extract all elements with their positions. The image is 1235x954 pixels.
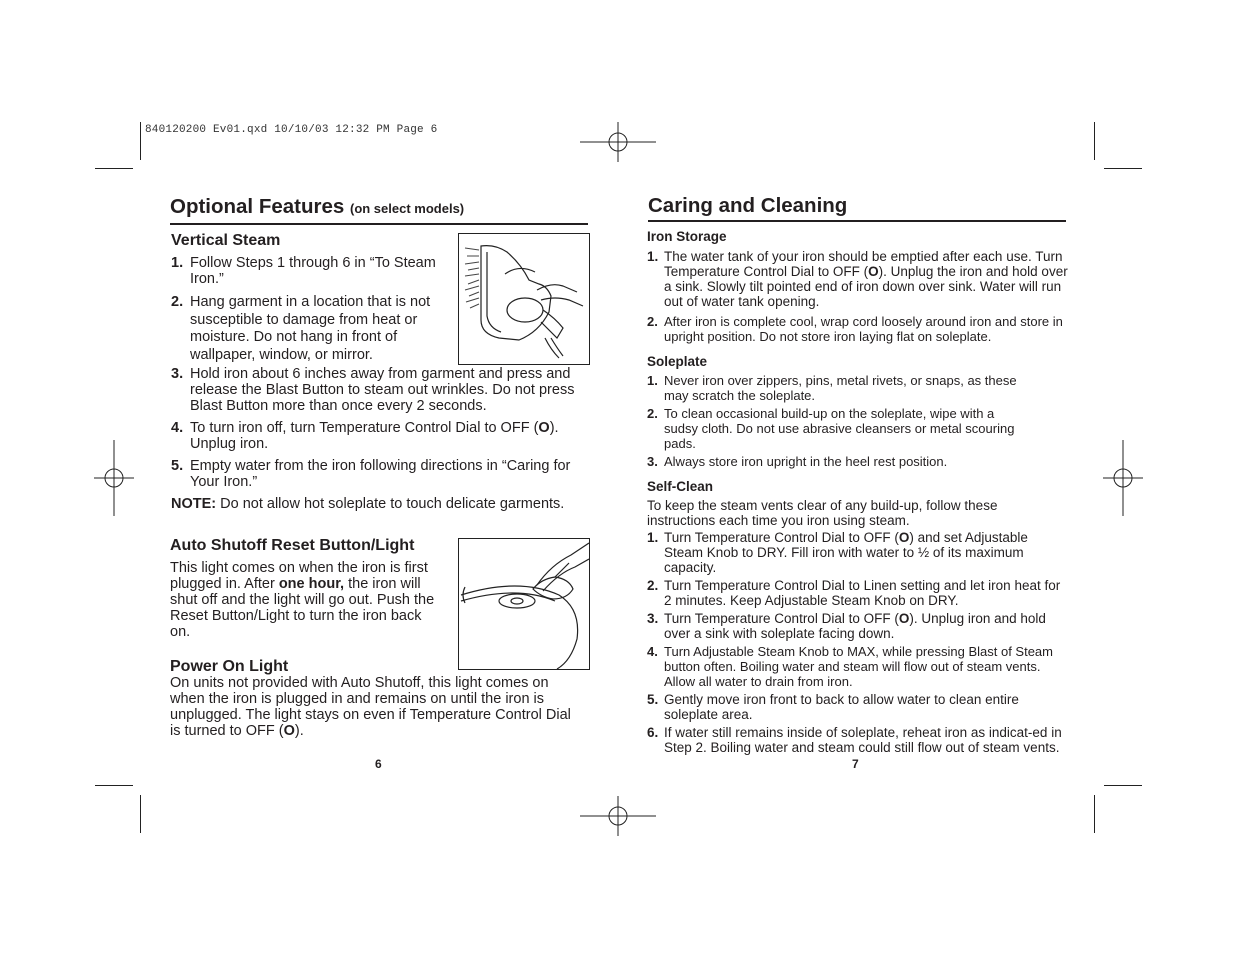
crop-mark <box>1094 795 1095 833</box>
vertical-steam-section <box>171 232 451 369</box>
section-heading: Iron Storage <box>647 229 727 244</box>
vertical-steam-continued <box>171 366 591 512</box>
paragraph: This light comes on when the iron is first plugged in. After one hour, the iron will shut off and the light will go out. Push the Reset Button/Light to turn the iron back on. <box>170 560 435 640</box>
list-item: 4. Turn Adjustable Steam Knob to MAX, while pressing Blast of Steam button often. Boiling water and steam will flow out of steam vents. Allow all water to drain from iron. <box>647 644 1053 689</box>
registration-mark <box>1103 440 1143 516</box>
crop-mark <box>95 785 133 786</box>
print-slug: 840120200 Ev01.qxd 10/10/03 12:32 PM Page 6 <box>145 124 438 136</box>
caring-cleaning-body <box>647 229 1069 758</box>
note: NOTE: Do not allow hot soleplate to touch delicate garments. <box>171 496 565 512</box>
list-item: 1. The water tank of your iron should be emptied after each use. Turn Temperature Control Dial to OFF (O). Unplug the iron and hold over a sink. Slowly tilt pointed end of iron down over sink. Water will run out of water tank opening. <box>647 249 1068 309</box>
list-item: 2. To clean occasional build-up on the soleplate, wipe with a sudsy cloth. Do not use abrasive cleansers or metal scouring pads. <box>647 406 1015 451</box>
crop-mark <box>1104 168 1142 169</box>
title-rule <box>648 220 1066 222</box>
page-title: Optional Features (on select models) <box>170 195 465 218</box>
list-item: 2. After iron is complete cool, wrap cord loosely around iron and store in upright position. Do not store iron laying flat on soleplate. <box>647 314 1063 344</box>
section-heading: Power On Light <box>170 658 289 675</box>
page-title: Caring and Cleaning <box>648 194 848 217</box>
right-page <box>648 194 1066 222</box>
list-item: 6. If water still remains inside of soleplate, reheat iron as indicat-ed in Step 2. Boiling water and steam could still flow out of steam vents. <box>647 725 1062 755</box>
page-number: 6 <box>375 757 382 771</box>
crop-mark <box>1104 785 1142 786</box>
list-item: 4. To turn iron off, turn Temperature Control Dial to OFF (O). Unplug iron. <box>171 420 559 452</box>
list-item: 3. Turn Temperature Control Dial to OFF (O). Unplug iron and hold over a sink with soleplate facing down. <box>647 611 1046 641</box>
list-item: 5. Empty water from the iron following directions in “Caring for Your Iron.” <box>171 458 571 490</box>
registration-mark <box>94 440 134 516</box>
section-heading: Vertical Steam <box>171 232 281 249</box>
page-number: 7 <box>852 757 859 771</box>
list-item: 3. Hold iron about 6 inches away from garment and press and release the Blast Button to steam out wrinkles. Do not press Blast Button more than once every 2 seconds. <box>171 366 575 414</box>
list-item: 1. Never iron over zippers, pins, metal rivets, or snaps, as these may scratch the soleplate. <box>647 373 1017 403</box>
reset-button-illustration <box>458 538 590 670</box>
paragraph: To keep the steam vents clear of any build-up, follow these instructions each time you iron using steam. <box>647 498 998 528</box>
section-heading: Auto Shutoff Reset Button/Light <box>170 537 415 554</box>
list-item: 2. Hang garment in a location that is not susceptible to damage from heat or moisture. Do not hang in front of wallpaper, window, or mirror. <box>171 294 431 363</box>
list-item: 3. Always store iron upright in the heel rest position. <box>647 454 948 469</box>
registration-mark <box>580 796 656 836</box>
list-item: 1. Turn Temperature Control Dial to OFF (O) and set Adjustable Steam Knob to DRY. Fill iron with water to ½ of its maximum capacity. <box>647 530 1028 575</box>
crop-mark <box>95 168 133 169</box>
title-rule <box>170 223 588 225</box>
left-page <box>170 195 588 225</box>
registration-mark <box>580 122 656 162</box>
title-note: (on select models) <box>349 201 465 216</box>
vertical-steam-illustration <box>458 233 590 365</box>
auto-shutoff-section <box>170 537 445 676</box>
list-item: 1. Follow Steps 1 through 6 in “To Steam Iron.” <box>171 255 436 287</box>
list-item: 2. Turn Temperature Control Dial to Linen setting and let iron heat for 2 minutes. Keep Adjustable Steam Knob on DRY. <box>647 578 1061 608</box>
crop-mark <box>1094 122 1095 160</box>
crop-mark <box>140 122 141 160</box>
crop-mark <box>140 795 141 833</box>
list-item: 5. Gently move iron front to back to allow water to clean entire soleplate area. <box>647 692 1019 722</box>
section-heading: Soleplate <box>647 354 708 369</box>
section-heading: Self-Clean <box>647 479 714 494</box>
power-on-paragraph: On units not provided with Auto Shutoff, this light comes on when the iron is plugged in and remains on until the iron is unplugged. The light stays on even if Temperature Control Dial is turned to OFF (O). <box>170 675 571 739</box>
